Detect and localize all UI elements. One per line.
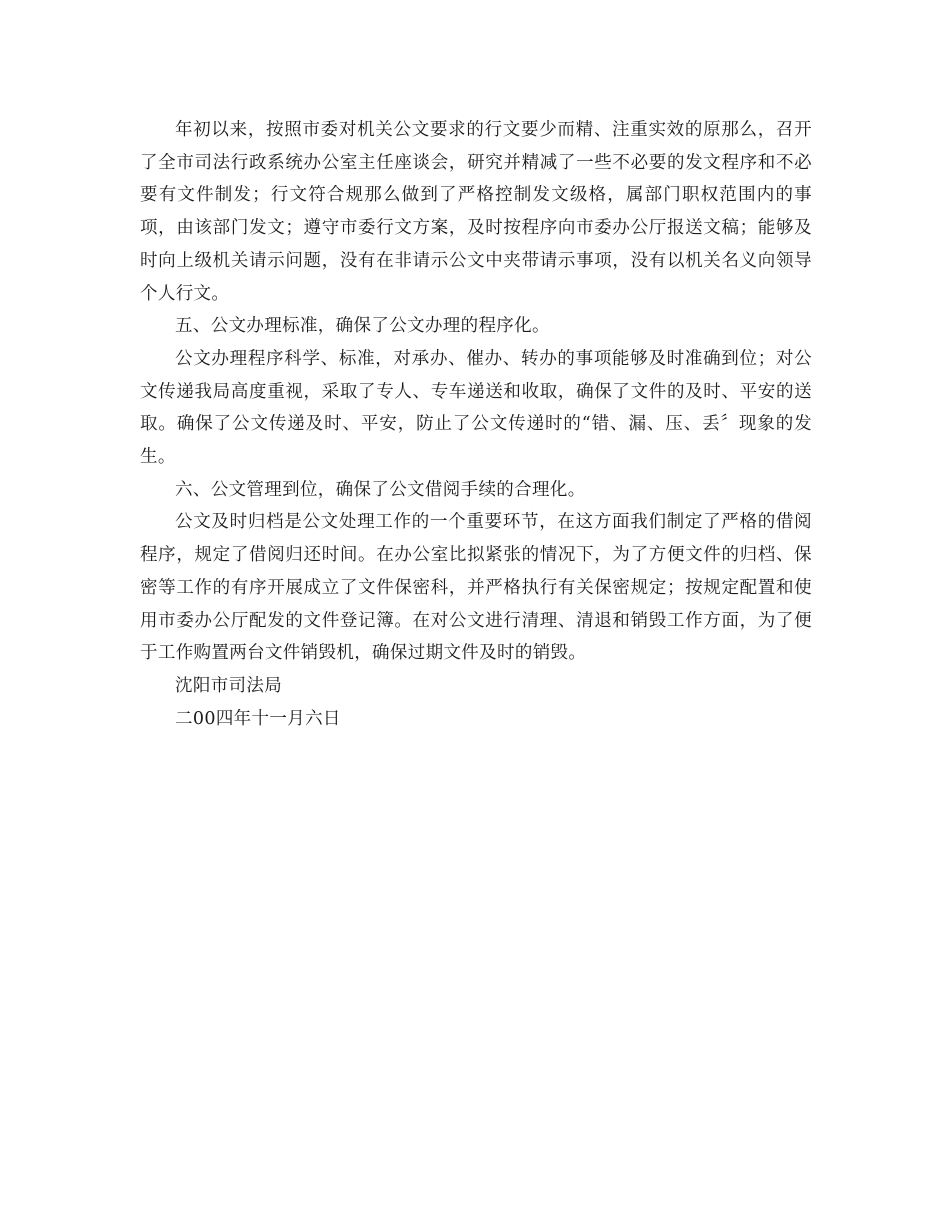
section-heading-six: 六、公文管理到位，确保了公文借阅手续的合理化。	[175, 479, 586, 500]
section-heading-five: 五、公文办理标准，确保了公文办理的程序化。	[175, 316, 550, 337]
paragraph-document-rules: 年初以来，按照市委对机关公文要求的行文要少而精、注重实效的原那么，召开了全市司法行政系统办公室主任座谈会，研究并精减了一些不必要的发文程序和不必要有文件制发；行文符合规那么做到了严格控制发文级格，属部门职权范围内的事项，由该部门发文；遵守市委行文方案，及时按程序向市委办公厅报送文稿；能够及时向上级机关请示问题，没有在非请示公文中夹带请示事项，没有以机关名义向领导个人行文。	[140, 120, 812, 304]
signature-organization: 沈阳市司法局	[175, 675, 283, 696]
paragraph-document-handling: 公文办理程序科学、标准，对承办、催办、转办的事项能够及时准确到位；对公文传递我局高度重视，采取了专人、专车递送和收取，确保了文件的及时、平安的送取。确保了公文传递及时、平安，防止了公文传递时的“错、漏、压、丢〞现象的发生。	[140, 348, 812, 468]
paragraph-document-archiving: 公文及时归档是公文处理工作的一个重要环节，在这方面我们制定了严格的借阅程序，规定了借阅归还时间。在办公室比拟紧张的情况下，为了方便文件的归档、保密等工作的有序开展成立了文件保密科，并严格执行有关保密规定；按规定配置和使用市委办公厅配发的文件登记簿。在对公文进行清理、清退和销毁工作方面，为了便于工作购置两台文件销毁机，确保过期文件及时的销毁。	[140, 512, 812, 664]
document-body	[140, 114, 812, 735]
signature-date: 二00四年十一月六日	[175, 708, 341, 729]
